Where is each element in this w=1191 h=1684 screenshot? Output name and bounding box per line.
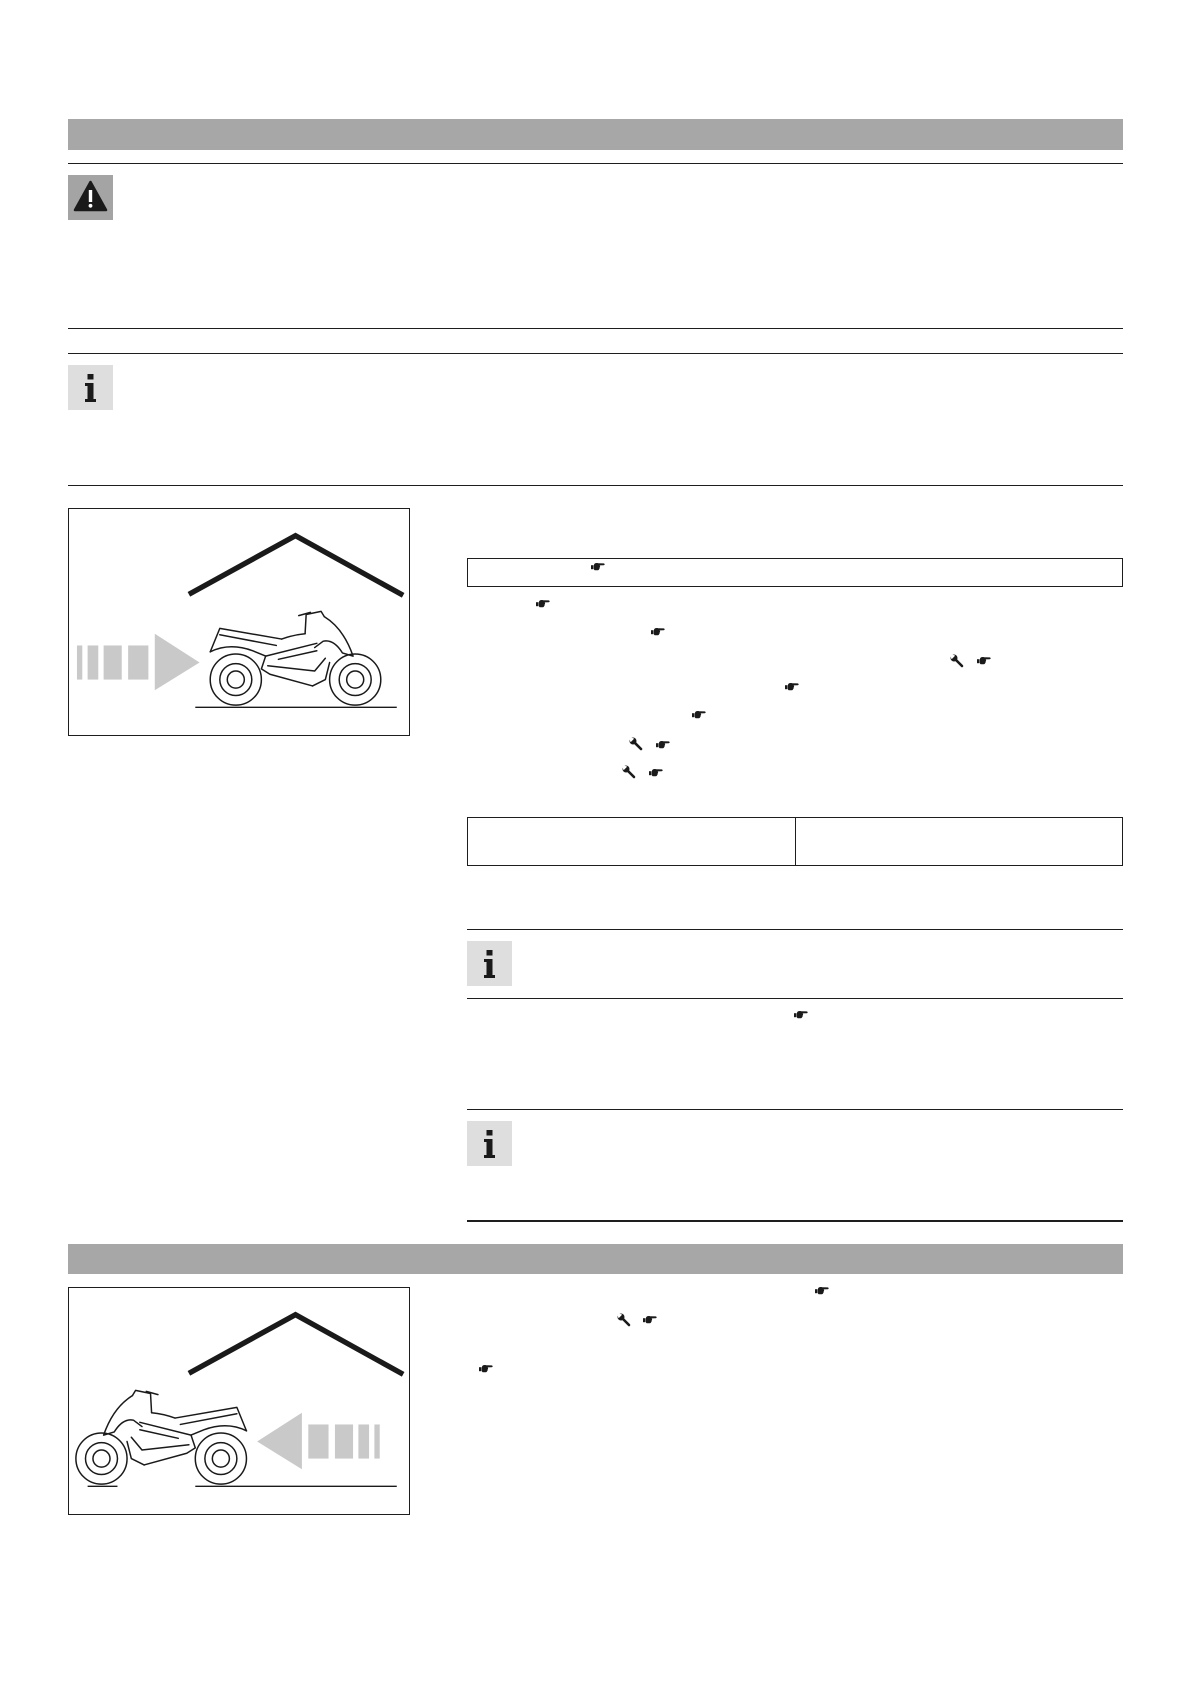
pointing-hand-icon [479,1364,493,1373]
wrench-icon [950,654,964,668]
figure-illustration [68,508,410,736]
pointing-hand-icon [794,1010,808,1019]
divider-rule [467,998,1123,999]
divider-rule [68,328,1123,329]
spec-table [467,817,1123,866]
atv-illustration [210,611,381,705]
arrow-stripe [104,645,122,679]
arrow-stripe [77,645,82,679]
arrow-stripe [335,1424,353,1458]
info-icon [467,941,512,986]
motion-arrow [77,634,200,691]
divider-rule [68,353,1123,354]
motion-arrow [257,1413,380,1470]
roof-line [189,1315,403,1375]
spec-table-cell [796,818,1123,866]
info-icon [68,365,113,410]
section-header-bar [68,1244,1123,1274]
table-row [468,818,1123,866]
spec-table-cell [468,818,796,866]
divider-rule [68,485,1123,486]
warning-triangle-icon [68,175,113,220]
arrow-stripe [88,645,99,679]
figure-illustration-svg [69,509,409,735]
figure-illustration [68,1287,410,1515]
atv-illustration [76,1390,247,1484]
section-header-bar [68,119,1123,150]
reference-box [467,558,1123,587]
pointing-hand-icon [977,656,991,665]
divider-rule [68,163,1123,164]
info-icon [467,1121,512,1166]
arrow-head [155,634,200,691]
wrench-icon [629,737,643,751]
arrow-stripe [358,1424,369,1458]
divider-rule [467,1220,1123,1222]
pointing-hand-icon [815,1286,829,1295]
arrow-stripe [128,645,148,679]
arrow-stripe [374,1424,379,1458]
mirrored-artwork [76,1390,380,1484]
pointing-hand-icon [785,682,799,691]
figure-illustration-svg [69,1288,409,1514]
pointing-hand-icon [649,768,663,777]
pointing-hand-icon [591,562,605,571]
divider-rule [467,1109,1123,1110]
pointing-hand-icon [536,599,550,608]
arrow-head [257,1413,302,1470]
arrow-stripe [308,1424,328,1458]
pointing-hand-icon [692,710,706,719]
wrench-icon [617,1313,631,1327]
pointing-hand-icon [643,1315,657,1324]
pointing-hand-icon [656,740,670,749]
pointing-hand-icon [651,627,665,636]
wrench-icon [622,765,636,779]
roof-line [189,536,403,596]
divider-rule [467,929,1123,930]
